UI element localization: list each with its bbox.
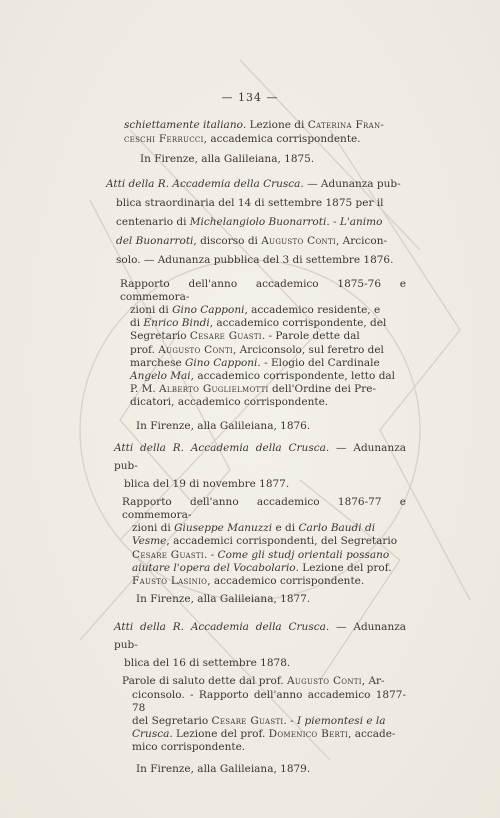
author-name: Caterina Fran- [307, 119, 385, 131]
text-span: centenario di [116, 215, 190, 228]
text-span: Parole di saluto dette dal prof. [122, 675, 288, 688]
text-span: e di [272, 522, 299, 535]
entry-ferrucci [112, 118, 406, 167]
author-name: Cesare Guasti [132, 548, 204, 561]
text-line [120, 317, 406, 330]
text-line: ciconsolo. - Rapporto dell'anno accademico 1877-78 [132, 688, 406, 714]
italic-title: Atti della R. Accademia della Crusca. [106, 177, 304, 190]
text-span: , Ar- [361, 675, 385, 688]
text-line [114, 522, 406, 535]
text-span: zioni di [132, 522, 175, 535]
text-line [114, 439, 406, 475]
text-line [106, 213, 406, 232]
text-line: Rapporto dell'anno accademico 1876-77 e commemora- [122, 495, 406, 522]
italic-title: Carlo Baudi di [298, 522, 376, 535]
imprint-line: In Firenze, alla Galileiana, 1877. [136, 593, 311, 606]
text-line [114, 618, 406, 654]
italic-title: Atti della R. Accademia della Crusca. [114, 621, 330, 634]
text-line [106, 232, 406, 251]
italic-title: Enrico Bindi [143, 317, 210, 330]
text-line [114, 715, 406, 728]
text-span: . Lezione del prof. [169, 728, 269, 741]
text-span: . - [326, 215, 340, 228]
text-span: — Adunanza pub- [303, 177, 401, 190]
imprint-line: In Firenze, alla Galileiana, 1875. [140, 153, 315, 166]
text-span: dell'Ordine dei Pre- [268, 383, 376, 396]
imprint-line: In Firenze, alla Galileiana, 1879. [136, 762, 311, 775]
text-line [120, 370, 406, 383]
text-line [114, 728, 406, 741]
text-line: mico corrispondente. [132, 741, 246, 754]
italic-title: Vesme [132, 535, 167, 548]
text-line [120, 383, 406, 396]
italic-title: Come gli studj orientali possano [217, 548, 390, 561]
text-span: . - Parole dette dal [261, 330, 360, 343]
author-name: Augusto Conti [158, 343, 233, 356]
text-span: , accade- [348, 728, 396, 741]
spacer [112, 167, 406, 175]
text-span: , Arciconsolo, sul feretro del [233, 343, 384, 356]
author-name: Fausto Lasinio [132, 575, 208, 588]
author-name: Cesare Guasti [211, 715, 284, 728]
text-span: , accademico corrispondente, letto dal [190, 370, 396, 383]
italic-title: del Buonarroti [116, 234, 194, 247]
text-span: . - Elogio del Cardinale [257, 356, 380, 369]
text-span: di [130, 317, 144, 330]
italic-title: Giuseppe Manuzzi [174, 522, 273, 535]
text-line [114, 535, 406, 548]
italic-title: Gino Capponi [172, 304, 245, 317]
text-line: blica straordinaria del 14 di settembre 1875 per il [116, 196, 384, 209]
entry-atti-1875 [106, 175, 406, 270]
italic-title: Angelo Mai [130, 370, 191, 383]
text-line [120, 330, 406, 343]
text-line: dicatori, accademico corrispondente. [130, 396, 329, 409]
text-span: zioni di [130, 304, 173, 317]
text-span: , accademico corrispondente, del [209, 317, 387, 330]
entry-atti-1878 [114, 618, 406, 775]
entry-atti-1877 [114, 439, 406, 607]
text-span: , accademici corrispondenti, del Segretario [166, 535, 398, 548]
text-span: , accademico corrispondente. [207, 575, 365, 588]
author-name: Augusto Conti [287, 675, 362, 688]
text-line [106, 175, 406, 194]
text-span: . Lezione di [242, 119, 308, 131]
entry-rapporto-1876 [112, 278, 406, 433]
author-name: Domenico Berti [268, 728, 349, 741]
text-line [120, 304, 406, 317]
spacer [112, 270, 406, 278]
italic-title: L'animo [339, 215, 383, 228]
text-span: , accademico residente, e [244, 304, 381, 317]
text-span: — Adunanza pub- [114, 441, 406, 472]
spacer [112, 606, 406, 618]
text-span: del Segretario [132, 715, 212, 728]
text-span: P. M. [130, 383, 160, 396]
text-span: . - [203, 548, 218, 561]
italic-title: aiutare l'opera del Vocabolario [132, 561, 296, 574]
imprint-line: In Firenze, alla Galileiana, 1876. [136, 419, 311, 432]
text-span: — Adunanza pub- [114, 621, 406, 652]
author-name: ceschi Ferrucci [124, 133, 204, 146]
author-name: Augusto Conti [261, 234, 336, 247]
italic-title: Michelangiolo Buonarroti [189, 215, 327, 228]
text-line [114, 575, 406, 588]
text-span: . Lezione del prof. [295, 561, 392, 574]
text-span: prof. [130, 343, 159, 356]
text-span: Segretario [130, 330, 190, 343]
text-span: , accademica corrispondente. [203, 133, 361, 146]
italic-title: Atti della R. Accademia della Crusca. [114, 441, 330, 454]
text-body [106, 118, 406, 776]
page-number: — 134 — [221, 91, 279, 104]
text-line: blica del 16 di settembre 1878. [124, 657, 291, 670]
text-span: , Arcicon- [336, 234, 388, 247]
author-name: Cesare Guasti [189, 330, 262, 343]
italic-title: Crusca [132, 728, 170, 741]
text-line: solo. — Adunanza pubblica del 3 di settembre 1876. [116, 253, 394, 266]
text-line [120, 357, 406, 370]
italic-title: schiettamente italiano [124, 119, 243, 131]
italic-title: I piemontesi e la [297, 715, 386, 728]
text-span: marchese [130, 356, 186, 369]
text-span: , discorso di [193, 234, 262, 247]
text-line: blica del 19 di novembre 1877. [124, 477, 290, 490]
italic-title: Gino Capponi [185, 356, 258, 369]
text-line [120, 344, 406, 357]
text-line [114, 549, 406, 562]
text-span: . - [283, 715, 298, 728]
text-line [114, 675, 406, 688]
author-name: Alberto Guglielmotti [159, 383, 269, 396]
text-line: Rapporto dell'anno accademico 1875-76 e commemora- [120, 277, 406, 303]
text-line [114, 562, 406, 575]
text-line [124, 118, 406, 132]
text-line [124, 132, 406, 146]
